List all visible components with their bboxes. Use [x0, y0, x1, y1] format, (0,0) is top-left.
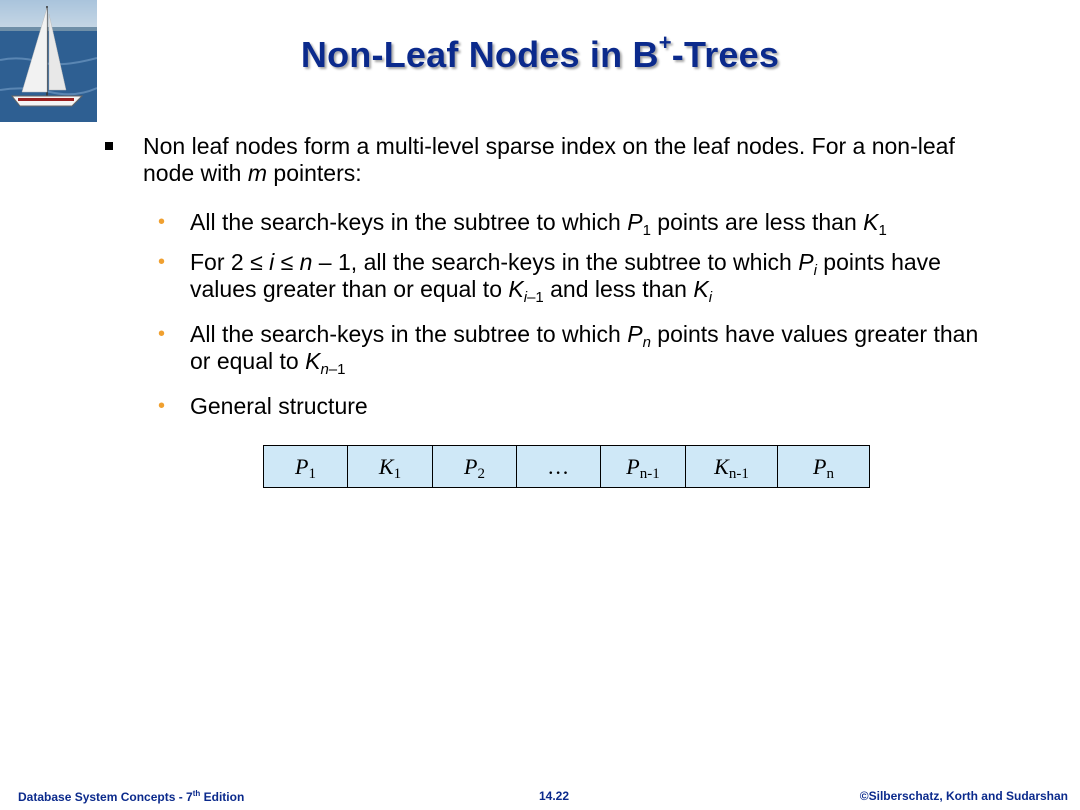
- structure-cell: …: [517, 446, 601, 488]
- footer-book-title: Database System Concepts - 7th Edition: [18, 789, 245, 804]
- footer-copyright: ©Silberschatz, Korth and Sudarshan: [859, 789, 1068, 803]
- footer-page-number: 14.22: [539, 789, 570, 803]
- structure-cell: $P_2$: [433, 446, 517, 488]
- sub-bullet-general-structure: • General structure: [158, 393, 368, 419]
- structure-cell: $P_n$: [778, 446, 870, 488]
- slide-title: Non-Leaf Nodes in B+-Trees: [300, 30, 780, 75]
- dot-bullet-icon: •: [158, 395, 166, 417]
- sub-bullet-pn: • All the search-keys in the subtree to which $P_n$ points have values greater than or equal to $K_{n-1}$: [158, 321, 979, 378]
- dot-bullet-icon: •: [158, 211, 166, 233]
- dot-bullet-icon: •: [158, 323, 166, 345]
- structure-cell: $P_{n-1}$: [601, 446, 686, 488]
- sub-bullet-p1: • All the search-keys in the subtree to which $P_1$ points are less than $K_1$: [158, 209, 887, 239]
- structure-cell: $K_{n-1}$: [686, 446, 778, 488]
- dot-bullet-icon: •: [158, 251, 166, 273]
- square-bullet-icon: [105, 142, 113, 150]
- sub-bullet-pi: • For 2 ≤ i ≤ n – 1, all the search-keys in the subtree to which $P_i$ points have values greater than or equal to $K_{i-1}$ and less than $K_i$: [158, 249, 941, 306]
- structure-cell: $P_1$: [264, 446, 348, 488]
- node-structure-table: [263, 445, 870, 488]
- bullet-non-leaf-nodes: Non leaf nodes form a multi-level sparse index on the leaf nodes. For a non-leaf node with m pointers:: [143, 133, 983, 187]
- structure-cell: $K_1$: [348, 446, 433, 488]
